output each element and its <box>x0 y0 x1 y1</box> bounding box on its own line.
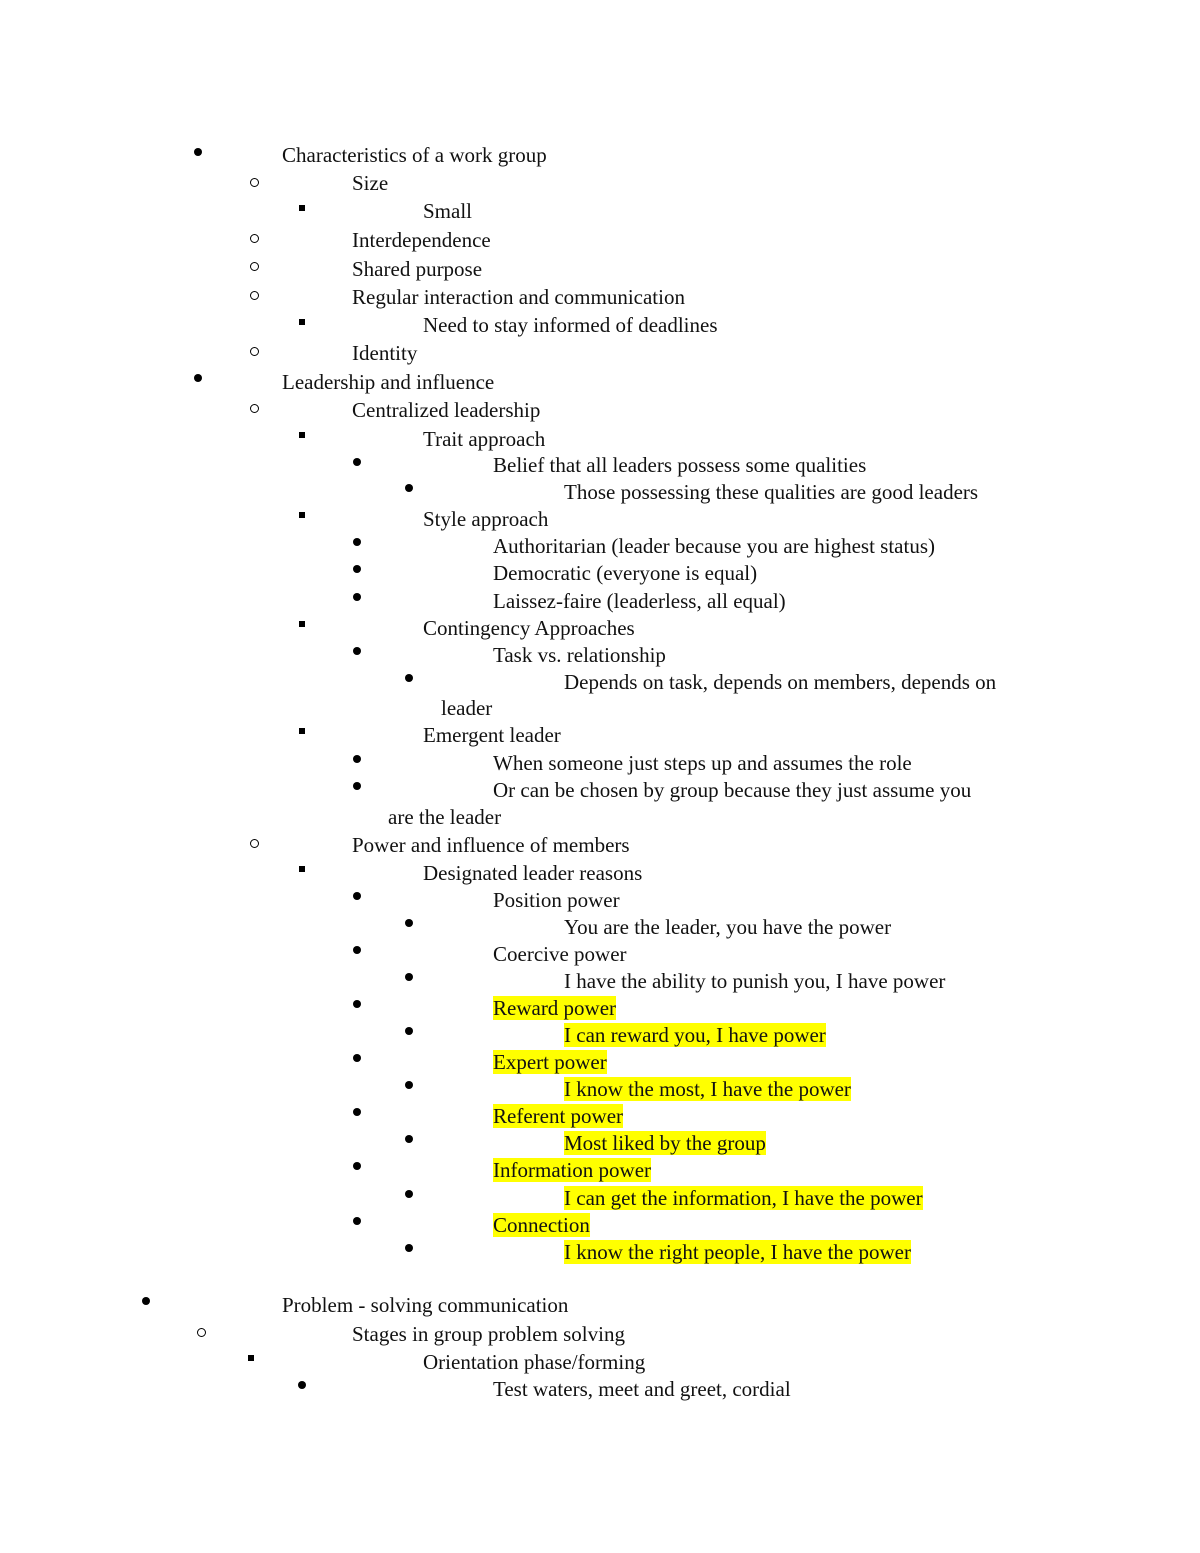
outline-item-text: are the leader <box>388 805 502 829</box>
outline-item-text: I know the right people, I have the power <box>564 1240 911 1264</box>
outline-item-text: Those possessing these qualities are good leaders <box>564 480 979 504</box>
outline-item-text: Connection <box>493 1213 590 1237</box>
outline-item-text: leader <box>441 696 493 720</box>
outline-item-text: Shared purpose <box>352 257 483 281</box>
outline-item-text: Test waters, meet and greet, cordial <box>493 1377 791 1401</box>
outline-item-text: Stages in group problem solving <box>352 1322 625 1346</box>
outline-item-text: Identity <box>352 341 418 365</box>
outline-item-text: Style approach <box>423 507 549 531</box>
outline-item-text: Problem - solving communication <box>282 1293 569 1317</box>
outline-item-text: I can reward you, I have power <box>564 1023 826 1047</box>
outline-item-text: Orientation phase/forming <box>423 1350 646 1374</box>
outline-item-text: Or can be chosen by group because they just assume you <box>493 778 972 802</box>
outline-item-text: Laissez-faire (leaderless, all equal) <box>493 589 786 613</box>
outline-item-text: You are the leader, you have the power <box>564 915 892 939</box>
outline-item-text: Contingency Approaches <box>423 616 635 640</box>
outline-item-text: Position power <box>493 888 620 912</box>
outline-item-text: Expert power <box>493 1050 607 1074</box>
outline-item-text: Authoritarian (leader because you are highest status) <box>493 534 935 558</box>
outline-item-text: Characteristics of a work group <box>282 143 547 167</box>
outline-item-text: Depends on task, depends on members, depends on <box>564 670 997 694</box>
outline-item-text: Coercive power <box>493 942 627 966</box>
outline-item-text: Power and influence of members <box>352 833 630 857</box>
outline-item-text: Size <box>352 171 389 195</box>
outline-item-text: Democratic (everyone is equal) <box>493 561 758 585</box>
outline-item-text: Small <box>423 199 473 223</box>
outline-item-text: Trait approach <box>423 427 546 451</box>
outline-item-text: Most liked by the group <box>564 1131 766 1155</box>
outline-item-text: Leadership and influence <box>282 370 495 394</box>
outline-item-text: When someone just steps up and assumes the role <box>493 751 912 775</box>
outline-item-text: Referent power <box>493 1104 624 1128</box>
outline-item-text: Centralized leadership <box>352 398 541 422</box>
outline-item-text: I know the most, I have the power <box>564 1077 851 1101</box>
outline-item-text: Task vs. relationship <box>493 643 666 667</box>
outline-item-text: Need to stay informed of deadlines <box>423 313 718 337</box>
outline-item-text: I can get the information, I have the power <box>564 1186 923 1210</box>
outline-item-text: Interdependence <box>352 228 491 252</box>
outline-item-text: Designated leader reasons <box>423 861 643 885</box>
outline-item-text: Reward power <box>493 996 617 1020</box>
outline-item-text: Emergent leader <box>423 723 561 747</box>
outline-item-text: Belief that all leaders possess some qualities <box>493 453 867 477</box>
outline-item-text: Regular interaction and communication <box>352 285 685 309</box>
outline-item-text: Information power <box>493 1158 652 1182</box>
outline-item-text: I have the ability to punish you, I have power <box>564 969 946 993</box>
